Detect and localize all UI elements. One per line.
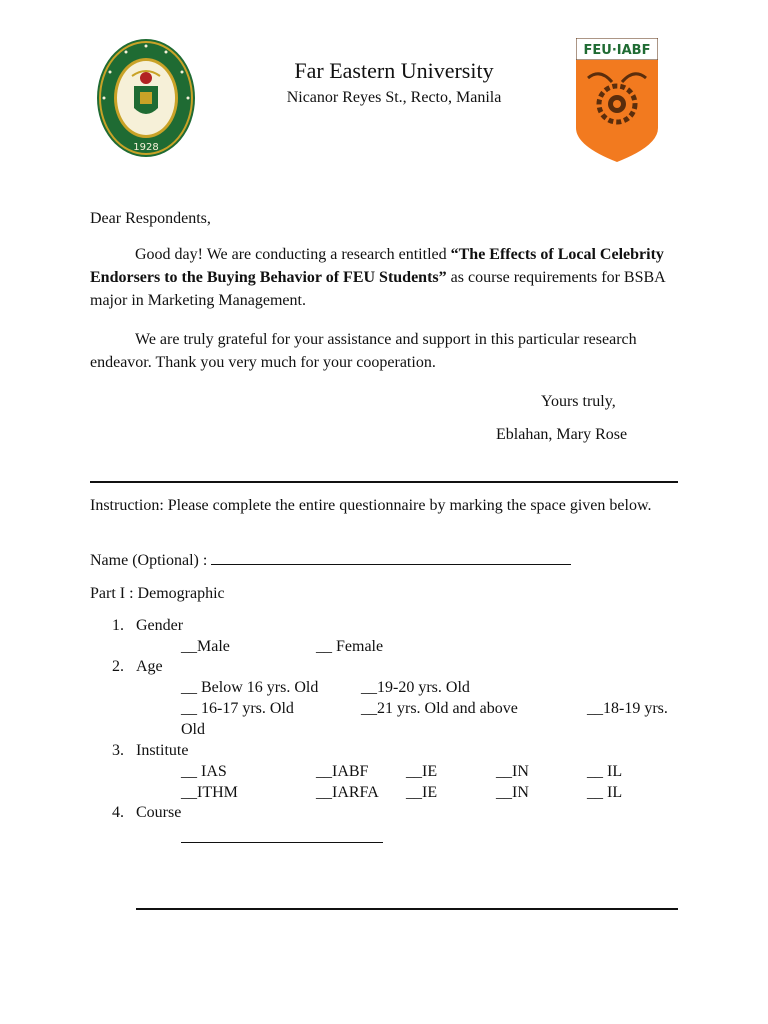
q1-label: Gender — [136, 617, 184, 634]
q2-number: 2. — [112, 658, 124, 675]
p1-outro: as course requirements for BSBA major in Marketing Management. — [90, 269, 665, 309]
instruction: Instruction: Please complete the entire questionnaire by marking the space given below. — [90, 497, 652, 514]
option-ias[interactable]: __ IAS — [181, 763, 227, 780]
p1-intro: Good day! We are conducting a research entitled — [135, 246, 451, 263]
option-19-20[interactable]: __19-20 yrs. Old — [361, 679, 470, 696]
feu-seal-logo — [96, 38, 196, 158]
university-name: Far Eastern University — [294, 58, 494, 83]
option-male[interactable]: __Male — [181, 638, 230, 655]
part-title: Part I : Demographic — [90, 585, 225, 602]
iabf-label: FEU·IABF — [583, 43, 651, 58]
q3-number: 3. — [112, 742, 124, 759]
option-21-above[interactable]: __21 yrs. Old and above — [361, 700, 518, 717]
feu-seal-icon — [96, 38, 196, 158]
q2-label: Age — [136, 658, 163, 675]
q3-label: Institute — [136, 742, 189, 759]
section-divider — [90, 481, 678, 483]
feu-iabf-shield-icon — [576, 38, 658, 164]
name-input-line[interactable] — [211, 550, 571, 565]
research-title: “The Effects of Local Celebrity Endorsers to the Buying Behavior of FEU Students” — [90, 246, 664, 286]
option-il-1[interactable]: __ IL — [587, 763, 623, 780]
option-16-17[interactable]: __ 16-17 yrs. Old — [181, 700, 294, 717]
signer-name: Eblahan, Mary Rose — [496, 426, 628, 443]
option-below-16[interactable]: __ Below 16 yrs. Old — [181, 679, 319, 696]
q4-label: Course — [136, 804, 182, 821]
course-input-line[interactable] — [181, 842, 383, 843]
university-address: Nicanor Reyes St., Recto, Manila — [286, 89, 502, 106]
option-ithm[interactable]: __ITHM — [181, 784, 238, 801]
option-18-19[interactable]: __18-19 yrs. — [587, 700, 668, 717]
option-in-2[interactable]: __IN — [496, 784, 529, 801]
option-female[interactable]: __ Female — [316, 638, 384, 655]
bottom-divider — [136, 908, 678, 910]
option-il-2[interactable]: __ IL — [587, 784, 623, 801]
letter-paragraph-1 — [90, 243, 678, 312]
option-in-1[interactable]: __IN — [496, 763, 529, 780]
option-iarfa[interactable]: __IARFA — [316, 784, 379, 801]
option-ie-2[interactable]: __IE — [406, 784, 438, 801]
seal-year: 1928 — [133, 142, 159, 153]
option-ie-1[interactable]: __IE — [406, 763, 438, 780]
closing: Yours truly, — [541, 393, 616, 410]
salutation: Dear Respondents, — [90, 210, 211, 227]
option-18-19-wrap: Old — [181, 721, 205, 738]
feu-iabf-logo — [576, 38, 658, 164]
letter-paragraph-2: We are truly grateful for your assistance and support in this particular research endeavor. Thank you very much for your cooperation. — [90, 331, 637, 371]
name-label: Name (Optional) : — [90, 552, 212, 569]
name-field-row — [90, 549, 678, 572]
q1-number: 1. — [112, 617, 124, 634]
option-iabf[interactable]: __IABF — [316, 763, 369, 780]
q4-number: 4. — [112, 804, 124, 821]
